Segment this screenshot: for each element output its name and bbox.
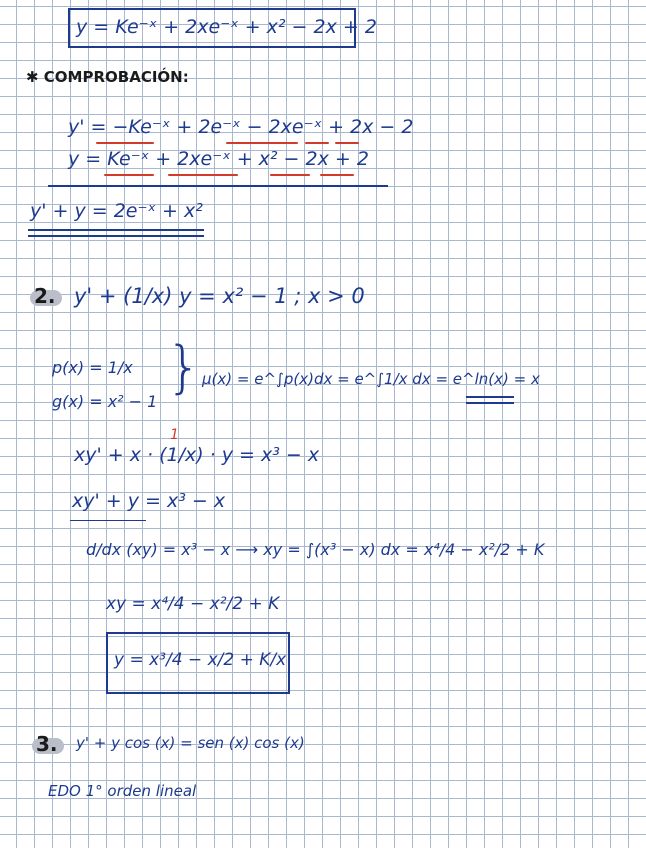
red-underline [168,174,238,176]
p-definition: p(x) = 1/x [52,358,133,377]
red-underline [104,174,154,176]
double-underline [28,235,204,237]
sum-rule [48,185,388,187]
red-underline [335,142,359,144]
red-underline [320,174,354,176]
check-heading: ✱ COMPROBACIÓN: [26,68,189,86]
check-result: y' + y = 2e⁻ˣ + x² [30,200,203,222]
red-underline [270,174,310,176]
step-integrate: d/dx (xy) = x³ − x ⟶ xy = ∫(x³ − x) dx = x⁴/4 − x²/2 + K [86,540,545,559]
general-solution-text: y = Ke⁻ˣ + 2xe⁻ˣ + x² − 2x + 2 [76,16,377,38]
problem-3-equation: y' + y cos (x) = sen (x) cos (x) [76,734,305,752]
red-underline [305,142,329,144]
g-definition: g(x) = x² − 1 [52,392,158,411]
problem-3-classification: EDO 1° orden lineal [48,782,197,800]
double-underline [466,402,514,404]
integrating-factor: μ(x) = e^∫p(x)dx = e^∫1/x dx = e^ln(x) = x [202,370,540,388]
problem-2-equation: y' + (1/x) y = x² − 1 ; x > 0 [74,284,365,308]
red-underline [226,142,298,144]
double-underline [466,396,514,398]
problem-2-number: 2. [34,284,56,308]
double-underline [28,229,204,231]
cancel-mark: 1 [170,427,179,443]
curly-brace: } [166,335,202,400]
check-derivative-line: y' = −Ke⁻ˣ + 2e⁻ˣ − 2xe⁻ˣ + 2x − 2 [68,116,414,138]
check-function-line: y = Ke⁻ˣ + 2xe⁻ˣ + x² − 2x + 2 [68,148,369,170]
red-underline [96,142,154,144]
step-simplified: xy' + y = x³ − x [72,490,226,512]
final-solution: y = x³/4 − x/2 + K/x [114,650,287,670]
problem-3-number: 3. [36,732,58,756]
underbrace [70,520,146,521]
step-xy: xy = x⁴/4 − x²/2 + K [106,594,280,614]
step-multiply: xy' + x · (1/x) · y = x³ − x [74,444,320,466]
